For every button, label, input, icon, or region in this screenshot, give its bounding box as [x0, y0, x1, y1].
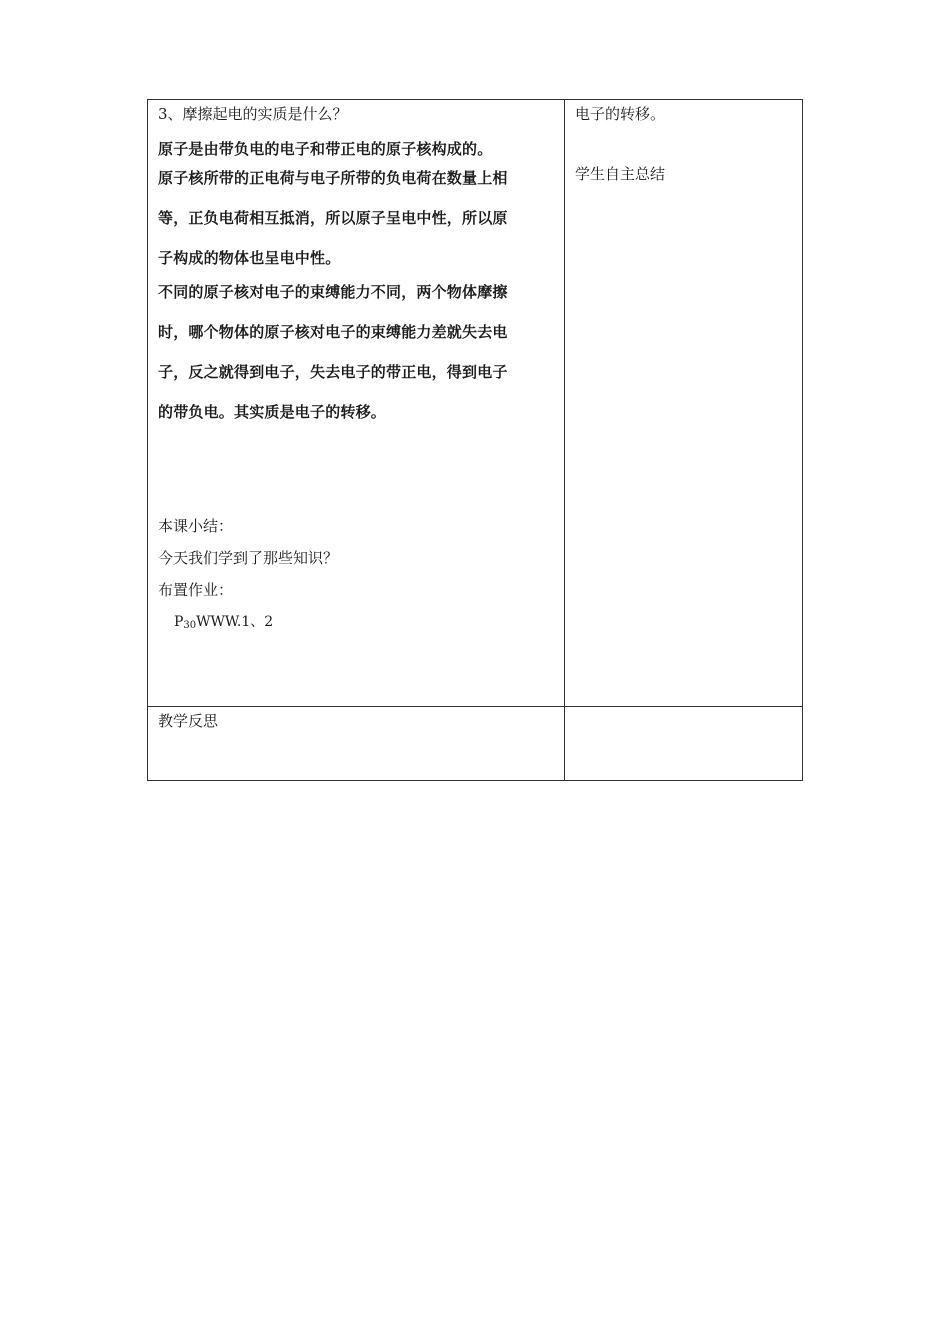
- homework-page-number: 30: [183, 620, 197, 631]
- cell-reflection-notes: [565, 707, 802, 781]
- paragraph-neutrality-line-2: 等，正负电荷相互抵消，所以原子呈电中性，所以原: [158, 209, 508, 227]
- student-note-electron-transfer: 电子的转移。: [575, 105, 666, 123]
- student-note-self-summary: 学生自主总结: [575, 165, 666, 183]
- cell-teaching-content: [148, 100, 564, 706]
- cell-teaching-reflection: [148, 707, 564, 781]
- summary-label: 本课小结：: [158, 517, 234, 535]
- summary-question: 今天我们学到了那些知识？: [158, 549, 339, 567]
- lesson-table: [147, 99, 803, 781]
- paragraph-friction-line-2: 时，哪个物体的原子核对电子的束缚能力差就失去电: [158, 323, 508, 341]
- paragraph-friction-line-4: 的带负电。其实质是电子的转移。: [158, 403, 387, 421]
- paragraph-friction-line-3: 子，反之就得到电子，失去电子的带正电，得到电子: [158, 363, 508, 381]
- paragraph-neutrality-line-1: 原子核所带的正电荷与电子所带的负电荷在数量上相: [158, 169, 508, 187]
- paragraph-neutrality: [158, 158, 556, 278]
- paragraph-friction-line-1: 不同的原子核对电子的束缚能力不同，两个物体摩擦: [158, 283, 508, 301]
- homework-page-prefix: P: [174, 614, 184, 630]
- paragraph-friction-essence: [158, 272, 556, 432]
- paragraph-neutrality-line-3: 子构成的物体也呈电中性。: [158, 249, 341, 267]
- reflection-label: 教学反思: [158, 712, 219, 730]
- homework-exercises: WWW.1、2: [196, 614, 274, 630]
- cell-student-activity: [565, 100, 802, 706]
- question-text: 3、摩擦起电的实质是什么？: [158, 105, 348, 123]
- homework-assignment: [158, 612, 556, 636]
- homework-label: 布置作业：: [158, 581, 234, 599]
- paragraph-atom-structure: 原子是由带负电的电子和带正电的原子核构成的。: [158, 140, 493, 158]
